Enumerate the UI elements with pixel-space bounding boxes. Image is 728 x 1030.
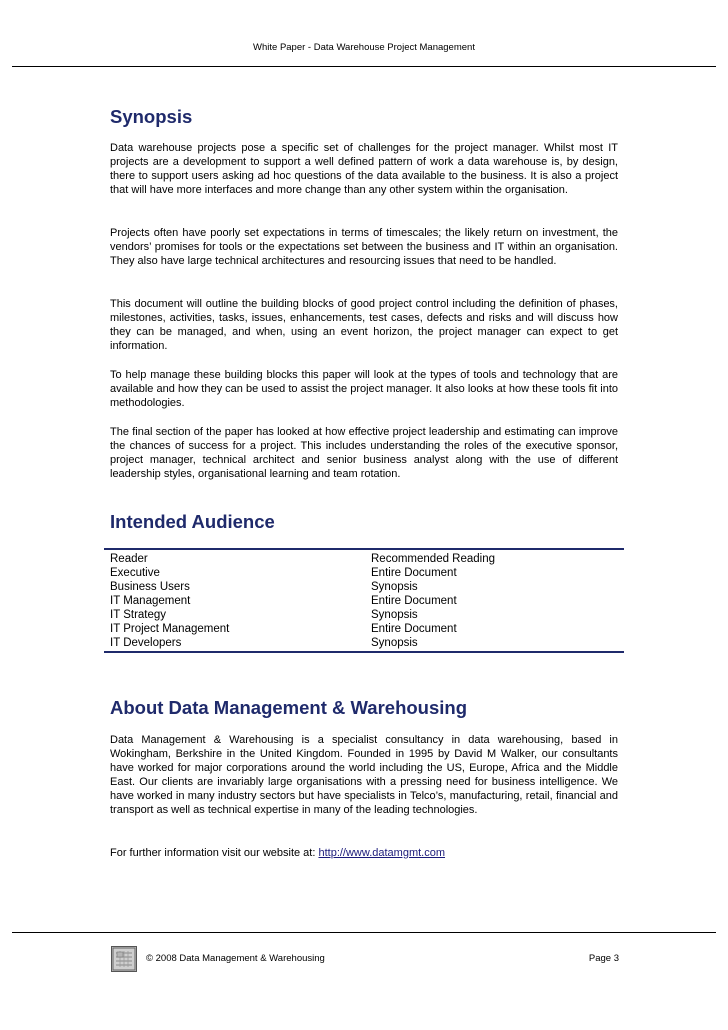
footer-divider <box>12 932 716 933</box>
reading-cell: Synopsis <box>371 637 418 649</box>
reading-cell: Entire Document <box>371 623 457 635</box>
reader-cell: Executive <box>110 567 160 579</box>
table-row <box>104 608 624 622</box>
website-prefix: For further information visit our website at: <box>110 847 319 859</box>
reader-cell: IT Project Management <box>110 623 230 635</box>
synopsis-paragraph-4: To help manage these building blocks this paper will look at the types of tools and technology that are available and how they can be used to assist the project manager. It also looks at how these tools fit into methodologies. <box>110 369 618 409</box>
website-line <box>110 846 618 860</box>
footer-copyright: © 2008 Data Management & Warehousing <box>146 953 325 964</box>
column-header-recommended-reading: Recommended Reading <box>371 553 496 565</box>
website-link[interactable]: http://www.datamgmt.com <box>318 847 446 859</box>
synopsis-paragraph-2: Projects often have poorly set expectations in terms of timescales; the likely return on investment, the vendors’ promises for tools or the expectations set between the business and IT within an organisation. They also have large technical architectures and resourcing issues that need to be handled. <box>110 227 618 267</box>
table-row <box>104 636 624 650</box>
table-row <box>104 594 624 608</box>
footer-page-number: Page 3 <box>588 953 619 964</box>
company-logo-icon <box>111 946 137 972</box>
synopsis-paragraph-3: This document will outline the building blocks of good project control including the definition of phases, milestones, activities, tasks, issues, enhancements, test cases, defects and risks and will discuss how they can be managed, and when, using an event horizon, the project manager can expect to get information. <box>110 298 618 352</box>
audience-table <box>104 548 624 653</box>
synopsis-heading: Synopsis <box>110 106 193 127</box>
reader-cell: IT Management <box>110 595 191 607</box>
audience-table-header <box>104 552 624 566</box>
reading-cell: Entire Document <box>371 595 457 607</box>
table-row <box>104 566 624 580</box>
synopsis-paragraph-5: The final section of the paper has looked at how effective project leadership and estimating can improve the chances of success for a project. This includes understanding the roles of the executive sponsor, project manager, technical architect and senior business analyst along with the use of different leadership styles, organisational learning and team rotation. <box>110 426 618 480</box>
audience-heading: Intended Audience <box>110 511 275 532</box>
synopsis-paragraph-1: Data warehouse projects pose a specific set of challenges for the project manager. Whilst most IT projects are a development to support a well defined pattern of work a data warehouse is, by design, there to support users asking ad hoc questions of the data available to the business. It is also a project that will have more interfaces and more change than any other system within the organisation. <box>110 142 618 196</box>
page-header-title: White Paper - Data Warehouse Project Management <box>253 42 475 53</box>
table-row <box>104 580 624 594</box>
column-header-reader: Reader <box>110 553 148 565</box>
reader-cell: Business Users <box>110 581 190 593</box>
about-paragraph: Data Management & Warehousing is a specialist consultancy in data warehousing, based in Wokingham, Berkshire in the United Kingdom. Founded in 1995 by David M Walker, our consultants have worked for major corporations around the world including the US, Europe, Africa and the Middle East. Our clients are invariably large organisations with a pressing need for business intelligence. We have worked in many industry sectors but have specialists in Telco’s, manufacturing, retail, financial and transport as well as technical expertise in many of the leading technologies. <box>110 734 618 816</box>
header-divider <box>12 66 716 67</box>
reading-cell: Synopsis <box>371 581 418 593</box>
reader-cell: IT Strategy <box>110 609 167 621</box>
about-heading: About Data Management & Warehousing <box>110 697 468 718</box>
reading-cell: Synopsis <box>371 609 418 621</box>
table-row <box>104 622 624 636</box>
reader-cell: IT Developers <box>110 637 182 649</box>
reading-cell: Entire Document <box>371 567 457 579</box>
